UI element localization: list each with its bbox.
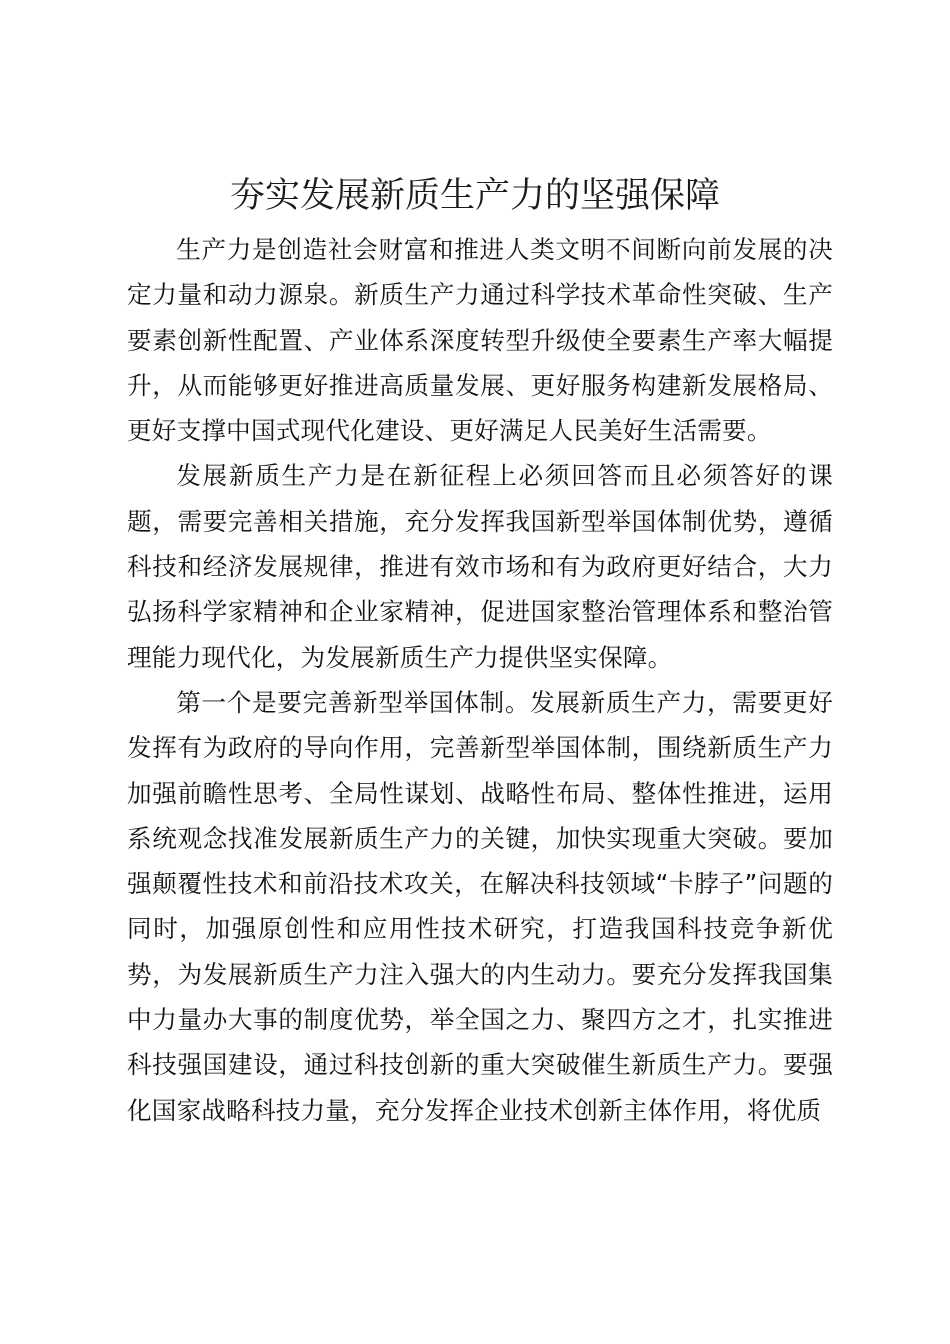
paragraph-2: 发展新质生产力是在新征程上必须回答而且必须答好的课题，需要完善相关措施，充分发挥我国新型举国体制优势，遵循科技和经济发展规律，推进有效市场和有为政府更好结合，大力弘扬科学家精神和企业家精神，促进国家整治管理体系和整治管理能力现代化，为发展新质生产力提供坚实保障。 <box>127 461 833 672</box>
document-title: 夯实发展新质生产力的坚强保障 <box>229 176 720 216</box>
paragraph-3: 第一个是要完善新型举国体制。发展新质生产力，需要更好发挥有为政府的导向作用，完善新型举国体制，围绕新质生产力加强前瞻性思考、全局性谋划、战略性布局、整体性推进，运用系统观念找准发展新质生产力的关键，加快实现重大突破。要加强颠覆性技术和前沿技术攻关，在解决科技领域“卡脖子”问题的同时，加强原创性和应用性技术研究，打造我国科技竞争新优势，为发展新质生产力注入强大的内生动力。要充分发挥我国集中力量办大事的制度优势，举全国之力、聚四方之才，扎实推进科技强国建设，通过科技创新的重大突破催生新质生产力。要强化国家战略科技力量，充分发挥企业技术创新主体作用，将优质 <box>127 687 833 1125</box>
document-body <box>127 227 833 1133</box>
paragraph-1: 生产力是创造社会财富和推进人类文明不间断向前发展的决定力量和动力源泉。新质生产力通过科学技术革命性突破、生产要素创新性配置、产业体系深度转型升级使全要素生产率大幅提升，从而能够更好推进高质量发展、更好服务构建新发展格局、更好支撑中国式现代化建设、更好满足人民美好生活需要。 <box>127 235 833 446</box>
